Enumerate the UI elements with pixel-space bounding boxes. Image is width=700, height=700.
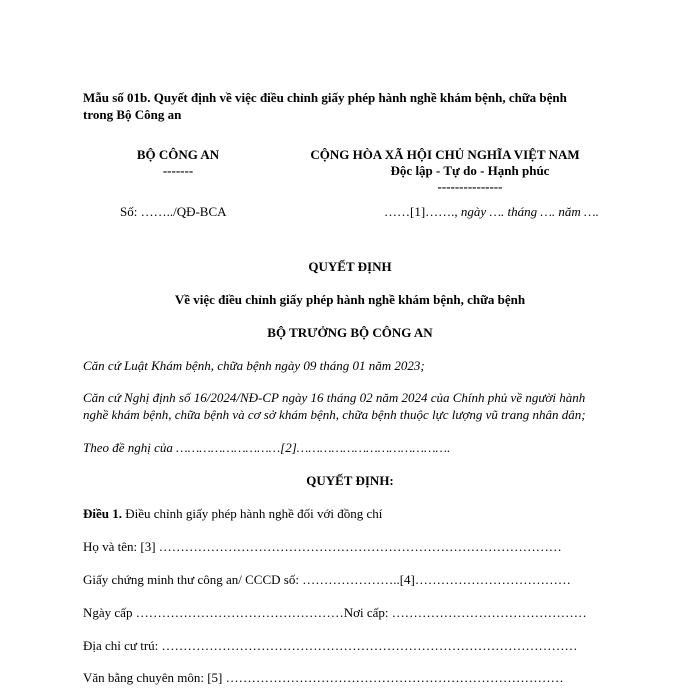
form-title-line-1: Mẫu số 01b. Quyết định về việc điều chỉnh giấy phép hành nghề khám bệnh, chữa bệnh xyxy=(83,90,567,105)
field-degree: Văn bằng chuyên môn: [5] …………………………………………………………………… xyxy=(83,670,564,685)
decision-title: QUYẾT ĐỊNH xyxy=(308,259,392,274)
field-id-card: Giấy chứng minh thư công an/ CCCD số: …………………..[4]……………………………… xyxy=(83,572,571,587)
place-date xyxy=(384,204,599,220)
place-placeholder: ……[1]……., xyxy=(384,204,461,219)
date-placeholder: ngày …. tháng …. năm …. xyxy=(460,204,599,219)
basis-law: Căn cứ Luật Khám bệnh, chữa bệnh ngày 09 tháng 01 năm 2023; xyxy=(83,358,425,373)
ministry-rule: ------- xyxy=(162,163,194,178)
decision-authority: BỘ TRƯỞNG BỘ CÔNG AN xyxy=(267,325,433,340)
ministry-name: BỘ CÔNG AN xyxy=(136,147,220,162)
basis-decree-line-2: nghề khám bệnh, chữa bệnh và cơ sở khám bệnh, chữa bệnh thuộc lực lượng vũ trang nhân dân; xyxy=(83,407,586,422)
basis-decree-line-1: Căn cứ Nghị định số 16/2024/NĐ-CP ngày 16 tháng 02 năm 2024 của Chính phủ về người hành xyxy=(83,390,586,405)
republic-title: CỘNG HÒA XÃ HỘI CHỦ NGHĨA VIỆT NAM xyxy=(310,147,580,162)
field-full-name: Họ và tên: [3] ………………………………………………………………………………… xyxy=(83,539,562,554)
decides-heading: QUYẾT ĐỊNH: xyxy=(306,473,394,488)
article-1 xyxy=(83,506,382,522)
national-motto: Độc lập - Tự do - Hạnh phúc xyxy=(390,163,550,178)
basis-proposal: Theo đề nghị của ………………………[2]…………………………………. xyxy=(83,440,451,455)
article-1-label: Điều 1. xyxy=(83,506,122,521)
decision-number: Số: ……../QĐ-BCA xyxy=(120,204,227,219)
motto-rule: --------------- xyxy=(437,179,503,194)
form-title-line-2: trong Bộ Công an xyxy=(83,107,182,122)
article-1-text: Điều chỉnh giấy phép hành nghề đối với đồng chí xyxy=(122,506,383,521)
field-address: Địa chỉ cư trú: …………………………………………………………………………………… xyxy=(83,638,578,653)
decision-subject: Về việc điều chỉnh giấy phép hành nghề khám bệnh, chữa bệnh xyxy=(174,292,526,307)
field-issue-info: Ngày cấp …………………………………………Nơi cấp: ……………………………………… xyxy=(83,605,587,620)
